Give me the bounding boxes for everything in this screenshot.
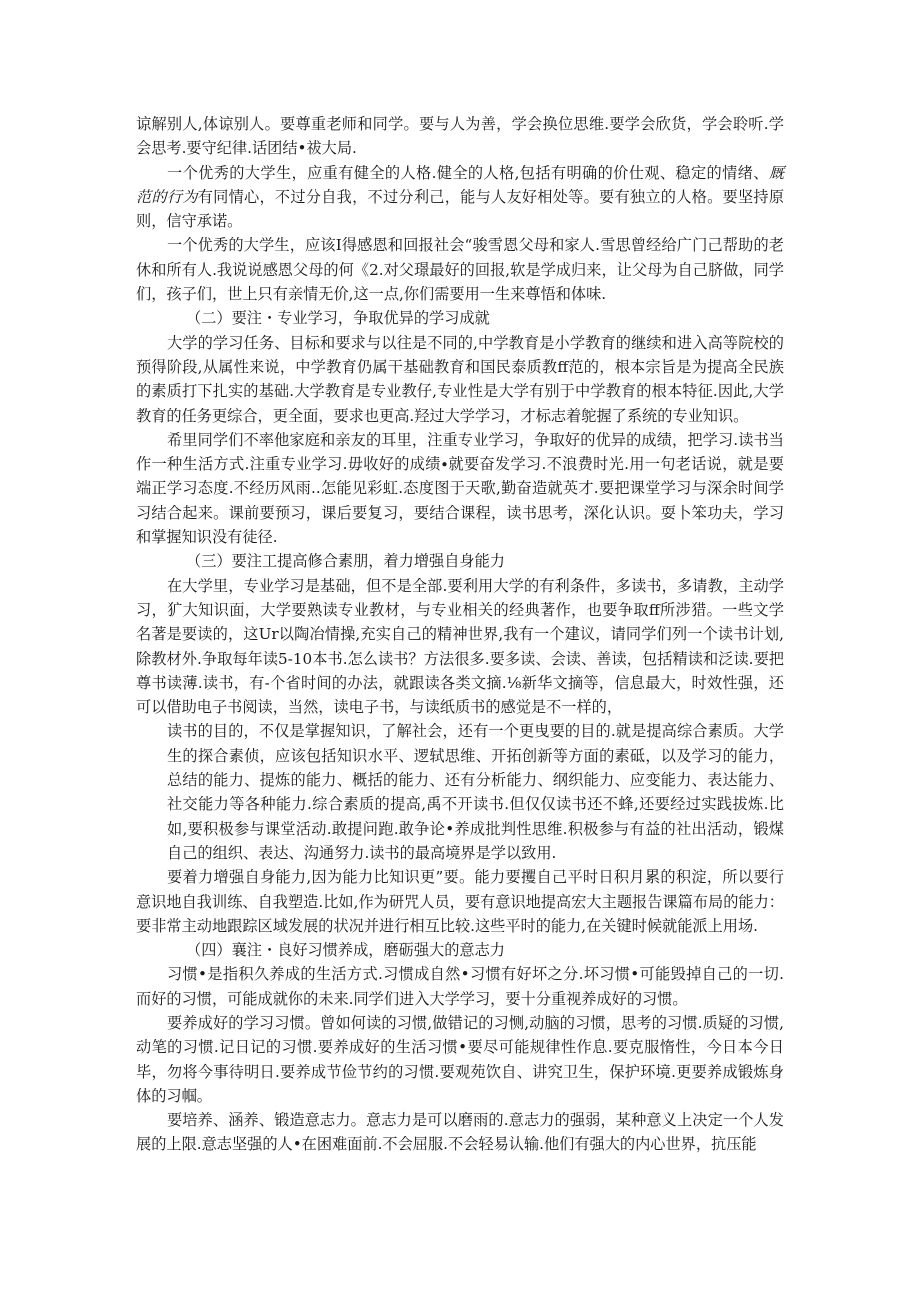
paragraph-healthy-personality <box>136 161 784 234</box>
paragraph-gratitude: 一个优秀的大学生，应该I得感恩和回报社会“骏雪恩父母和家人.雪思曾经给广门己帮助的老休和所有人.我说说感恩父母的何《2.对父璟最好的回报,软是学成归来，让父母为自己脐做，同学们，孩子们，世上只有亲情无价,这一点,你们需要用一生来尊悟和体味. <box>136 236 784 304</box>
document-page <box>136 112 784 1157</box>
paragraph-reading-purpose: 读书的目的，不仅是掌握知识，了解社会，还有一个更曳要的目的.就是提高综合素质。大学生的探合素侦，应该包括知识水平、逻轼思维、开拓创新等方面的素砥，以及学习的能力，总结的能力、提炼的能力、概括的能力、还有分析能力、纲织能力、应变能力、表达能力、社交能力等各种能力.综合素质的提高,禹不开读书.但仅仅读书还不蜂,还要经过实践拔炼.比如,要积极参与课堂活动.敢提问跑.敢争论•养成批判性思维.积极参与有益的社出活动，锻煤自己的组织、表达、沟通努力.读书的最高境界是学以致用. <box>167 722 784 862</box>
paragraph-reading: 在大学里，专业学习是基础，但不是全部.要利用大学的有利条件，多读书，多请教，主动学习，犷大知识面，大学要熟读专业教材，与专业相关的经典著作，也要争取ff所涉猎。一些文学名著是要读的，这Ur以陶冶情操,充实自己的精神世界,我有一个建议，请同学们列一个读书计划,除教材外.争取每年读5-10本书.怎么读书？方法很多.要多读、会读、善读，包括精读和泛读.要把尊书读薄.读书，有-个省时间的办法，就跟读各类文摘.⅛新华文摘等，信息最大，时效性强，还可以借助电子书阅读，当然，读电子书，与读纸质书的感觉是不一样的， <box>136 576 784 717</box>
paragraph-text: 有同情心，不过分自我，不过分利己，能与人友好相处等。要有独立的人格。要坚持原则，信守承诺。 <box>136 187 785 231</box>
paragraph-habits: 习惯•是指积久养成的生活方式.习惯成自然•习惯有好坏之分.坏习惯•可能毁掉自己的一切.而好的习惯，可能成就你的未来.同学们进入大学学习，要十分重视养成好的习惯。 <box>136 965 784 1008</box>
paragraph-ability: 要着力增强自身能力,因为能力比知识更”要。能力要攫自己平时日积月累的积淀，所以要行意识地自我训练、自我塑造.比如,作为研咒人员，要有意识地提高宏大主题报告课篇布局的能力：要非常主动地跟踪区域发展的状况并进行相互比较.这些平时的能力,在关键时候就能派上用场. <box>136 868 784 935</box>
paragraph-study-habits: 要养成好的学习习惯。曾如何读的习惯,做错记的习恻,动脑的习惯，思考的习惯.质疑的习惯,动笔的习惯.记日记的习惯.要养成好的生活习惯•要尽可能规律性作息.要克服惰性，今日本今日毕，勿将今事待明日.要养成节俭节约的习惯.要观苑饮自、讲究卫生，保护环境.更要养成锻炼身体的习帼。 <box>136 1013 784 1105</box>
paragraph-italic-text: 厩范的行为 <box>136 163 784 206</box>
section-heading-4: （四）襄注・良好习惯养成，磨砺强大的意志力 <box>186 941 505 960</box>
paragraph-continuation: 谅解别人,体谅别人。要尊重老师和同学。要与人为善，学会换位思维.要学会欣货，学会聆听.学会思考.要守纪律.话团结•祓大局. <box>136 115 784 158</box>
paragraph-text: 一个优秀的大学生，应重有健全的人格.健全的人格,包括有明确的价仕观、稳定的情绪、 <box>167 163 769 182</box>
section-heading-3: （三）要注工提高修合素朋，着力增强自身能力 <box>186 552 505 571</box>
paragraph-university-tasks: 大学的学习任务、目标和要求与以往是不同的,中学教育是小学教育的继续和进入高等院校的预得阶段,从属性来说，中学教育仍属干基础教育和国民泰质教ff范的，根本宗旨是为提高全民族的素质打下扎实的基础.大学教育是专业教仔,专业性是大学有别于中学教育的根本特征.因此,大学教育的任务更综合，更全面，要求也更高.羟过大学学习，才标志着鸵握了系统的专业知识。 <box>136 333 784 425</box>
section-heading-2: （二）要注・专业学习，争取优异的学习成就 <box>186 309 490 328</box>
paragraph-willpower: 要培养、涵养、锻造意志力。意志力是可以磨雨的.意志力的强弱，某种意义上决定一个人发展的上限.意志坚强的人•在困难面前.不会屈服.不会轻易认输.他们有强大的内心世界，抗压能 <box>136 1111 784 1154</box>
paragraph-study-attitude: 希里同学们不率他家庭和亲友的耳里，注重专业学习，争取好的优异的成绩，把学习.读书当作一种生活方式.注重专业学习.毋收好的成绩∙就要奋发学习.不浪费时光.用一句老话说，就是要端正学习态度.不经历风雨..怎能见彩虹.态度图于天歌,勤奋造就英才.要把课堂学习与深余时间学习结合起来。课前要预习，课后要复习，要结合课程，读书思考，深化认识。耍卜笨功夫，学习和掌握知识没有徒径. <box>136 430 784 547</box>
